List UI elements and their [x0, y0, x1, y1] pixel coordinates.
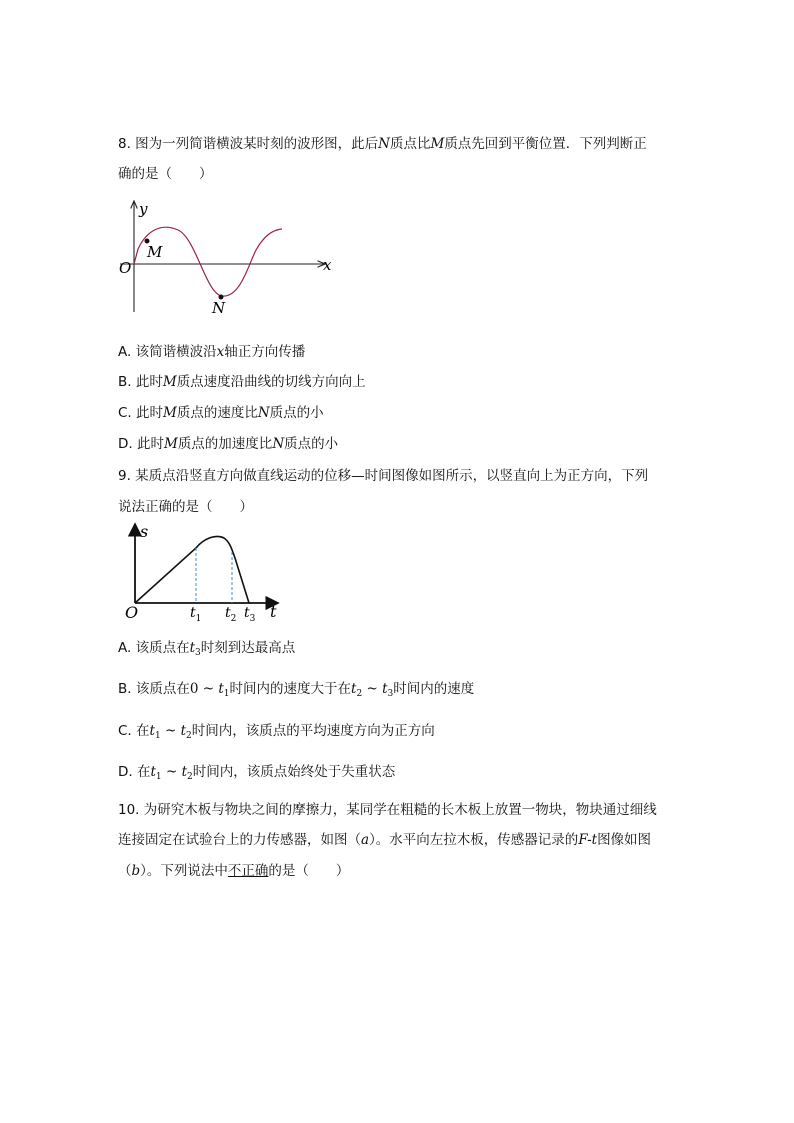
q8-wave-figure [110, 196, 340, 326]
q8-stem-text: 8. 图为一列简谐横波某时刻的波形图，此后 [118, 136, 379, 152]
option-text: 时间内，该质点的平均速度方向为正方向 [191, 723, 435, 739]
option-var: M [163, 436, 178, 452]
option-var: $t_3$ [189, 640, 201, 658]
option-text: C. 此时 [118, 405, 164, 421]
q9-stem-line-1: 9. 某质点沿竖直方向做直线运动的位移—时间图像如图所示，以竖直向上为正方向，下列 [118, 468, 649, 484]
q8-stem-text: 质点先回到平衡位置．下列判断正 [444, 136, 647, 152]
q8-stem-line-2: 确的是（ ） [118, 166, 213, 182]
q8-n-label: N [212, 299, 226, 317]
option-text: 质点速度沿曲线的切线方向向上 [176, 374, 366, 390]
stem-text: 的是（ ） [268, 863, 350, 879]
option-var: N [272, 436, 285, 452]
stem-var: b [131, 863, 141, 879]
q8-x-label: x [323, 256, 332, 274]
q9-option-c [118, 721, 435, 746]
q8-m-var: M [430, 136, 445, 152]
stem-text: 图像如图 [597, 832, 652, 848]
option-var: M [163, 405, 177, 421]
option-text: 质点的加速度比 [177, 436, 273, 452]
stem-underlined-text: 不正确 [227, 863, 269, 879]
option-math: ~ [161, 764, 182, 780]
option-var: $t_2$ [351, 681, 363, 699]
option-text: 质点的小 [269, 405, 324, 421]
q9-s-label: s [140, 522, 149, 541]
q9-t3-tick-label: $t_3$ [244, 605, 256, 624]
q8-option-a [118, 342, 305, 362]
option-var: $t_1$ [149, 723, 161, 741]
option-text: A. 该质点在 [118, 640, 190, 656]
stem-text: ）。水平向左拉木板，传感器记录的 [369, 832, 579, 848]
option-var: $t_2$ [181, 764, 193, 782]
option-math: ~ [362, 681, 383, 697]
q8-option-c [118, 403, 324, 423]
q9-t1-tick-label: $t_1$ [190, 605, 202, 624]
q9-option-d [118, 762, 395, 787]
q9-st-figure [118, 520, 288, 624]
option-text: 时刻到达最高点 [200, 640, 296, 656]
q8-y-label: y [139, 200, 148, 218]
option-var: M [162, 374, 177, 390]
option-text: 时间内的速度大于在 [229, 681, 352, 697]
option-text: 时间内的速度 [393, 681, 475, 697]
q9-origin-label: O [125, 603, 139, 622]
option-var: N [257, 405, 270, 421]
option-var: $t_3$ [382, 681, 394, 699]
q9-option-b [118, 679, 474, 704]
q8-m-label: M [147, 243, 163, 261]
q9-option-a [118, 638, 295, 663]
option-var: $t_1$ [218, 681, 230, 699]
option-text: B. 该质点在 [118, 681, 190, 697]
q9-stem-line-2: 说法正确的是（ ） [118, 499, 253, 515]
q8-origin-label: O [119, 259, 132, 277]
q10-stem-line-3 [118, 861, 349, 881]
option-text: 轴正方向传播 [224, 344, 306, 360]
option-text: B. 此时 [118, 374, 163, 390]
option-var: x [216, 344, 225, 360]
option-text: 时间内，该质点始终处于失重状态 [192, 764, 396, 780]
q8-option-d [118, 434, 338, 454]
q8-stem-line-1 [118, 134, 647, 154]
q8-wave-curve [134, 227, 282, 296]
q9-t2-tick-label: $t_2$ [225, 605, 237, 624]
option-text: D. 在 [118, 764, 151, 780]
q10-stem-line-1: 10. 为研究木板与物块之间的摩擦力，某同学在粗糙的长木板上放置一物块，物块通过细线 [118, 802, 657, 818]
option-text: 质点的小 [284, 436, 339, 452]
stem-text: （ [118, 863, 132, 879]
stem-var: a [361, 832, 370, 848]
option-text: 质点的速度比 [176, 405, 258, 421]
option-math: 0 ~ [189, 681, 219, 697]
option-text: C. 在 [118, 723, 150, 739]
q10-stem-line-2 [118, 830, 651, 850]
q8-n-var: N [378, 136, 390, 152]
option-text: A. 该简谐横波沿 [118, 344, 217, 360]
option-math: ~ [160, 723, 181, 739]
option-var: $t_2$ [180, 723, 192, 741]
q9-t-label: t [270, 602, 277, 621]
stem-text: 连接固定在试验台上的力传感器，如图（ [118, 832, 361, 848]
option-text: D. 此时 [118, 436, 164, 452]
stem-text: ）。下列说法中 [140, 863, 228, 879]
q8-option-b [118, 372, 366, 392]
stem-var: F-t [578, 832, 598, 848]
option-var: $t_1$ [150, 764, 162, 782]
q8-stem-text: 质点比 [389, 136, 431, 152]
